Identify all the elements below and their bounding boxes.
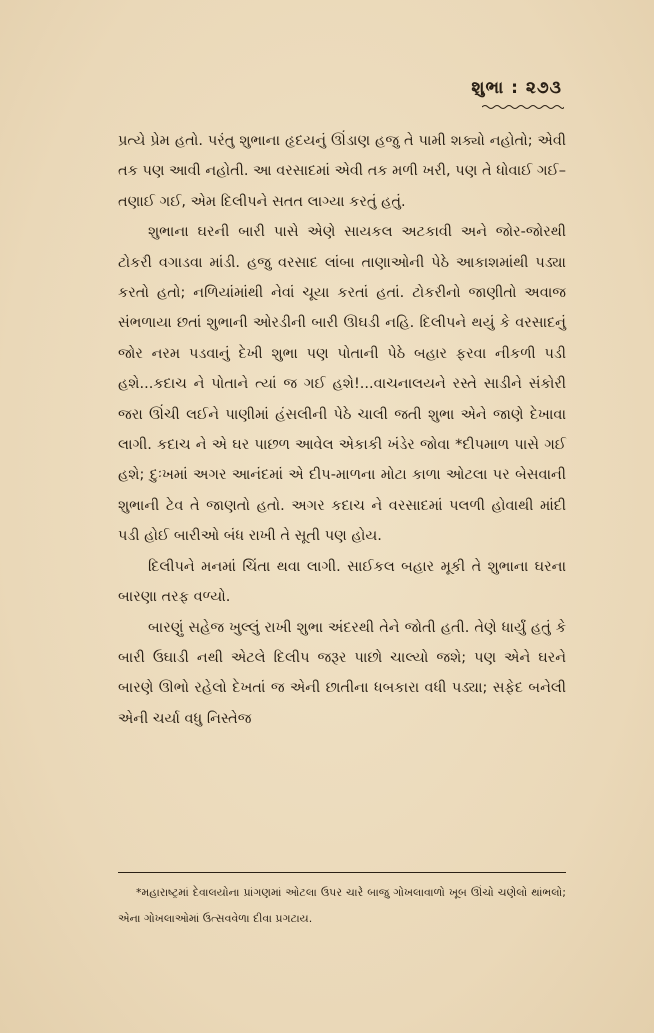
footnote: *મહારાષ્ટ્રમાં દેવાલયોના પ્રાંગણમાં ઓટલા ઉપર ચારે બાજુ ગોખલાવાળો ખૂબ ઊંચો ચણેલો થાંભલો; એના ગોખલાઓમાં ઉત્સવવેળા દીવા પ્રગટાય. xyxy=(118,886,566,925)
footnote-divider xyxy=(118,872,566,873)
paragraph-2: શુભાના ઘરની બારી પાસે એણે સાયકલ અટકાવી અને જોર-જોરથી ટોકરી વગાડવા માંડી. હજુ વરસાદ લાંબા તાણાઓની પેઠે આકાશમાંથી પડ્યા કરતો હતો; નળિયાંમાંથી નેવાં ચૂયા કરતાં હતાં. ટોકરીનો જાણીતો અવાજ સંભળાયા છતાં શુભાની ઓરડીની બારી ઊઘડી નહિ. દિલીપને થયું કે વરસાદનું જોર નરમ પડવાનું દેખી શુભા પણ પોતાની પેઠે બહાર ફરવા નીકળી પડી હશે...કદાચ ને પોતાને ત્યાં જ ગઈ હશે!...વાચનાલયને રસ્તે સાડીને સંકોરી જરા ઊંચી લઈને પાણીમાં હંસલીની પેઠે ચાલી જતી શુભા એને જાણે દેખાવા લાગી. કદાચ ને એ ઘર પાછળ આવેલ એકાકી ખંડેર જોવા *દીપમાળ પાસે ગઈ હશે; દુઃખમાં અગર આનંદમાં એ દીપ-માળના મોટા કાળા ઓટલા પર બેસવાની શુભાની ટેવ તે જાણતો હતો. અગર કદાચ ને વરસાદમાં પલળી હોવાથી માંદી પડી હોઈ બારીઓ બંધ રાખી તે સૂતી પણ હોય. xyxy=(118,224,566,545)
body-text xyxy=(118,126,566,734)
paragraph-1: પ્રત્યે પ્રેમ હતો. પરંતુ શુભાના હૃદયનું ઊંડાણ હજુ તે પામી શક્યો નહોતો; એવી તક પણ આવી નહોતી. આ વરસાદમાં એવી તક મળી ખરી, પણ તે ધોવાઈ ગઈ– તણાઈ ગઈ, એમ દિલીપને સતત લાગ્યા કરતું હતું. xyxy=(118,133,566,210)
paragraph-3: દિલીપને મનમાં ચિંતા થવા લાગી. સાઈકલ બહાર મૂકી તે શુભાના ઘરના બારણા તરફ વળ્યો. xyxy=(118,558,566,606)
paragraph-4: બારણું સહેજ ખુલ્લું રાખી શુભા અંદરથી તેને જોતી હતી. તેણે ધાર્યું હતું કે બારી ઉઘાડી નથી એટલે દિલીપ જરૂર પાછો ચાલ્યો જશે; પણ એને ઘરને બારણે ઊભો રહેલો દેખતાં જ એની છાતીના ધબકારા વધી પડ્યા; સફેદ બનેલી એની ચર્યા વધુ નિસ્તેજ xyxy=(118,619,566,727)
header-ornament-underline xyxy=(482,104,564,110)
running-header: શુભા : ૨૭૩ xyxy=(471,78,562,98)
